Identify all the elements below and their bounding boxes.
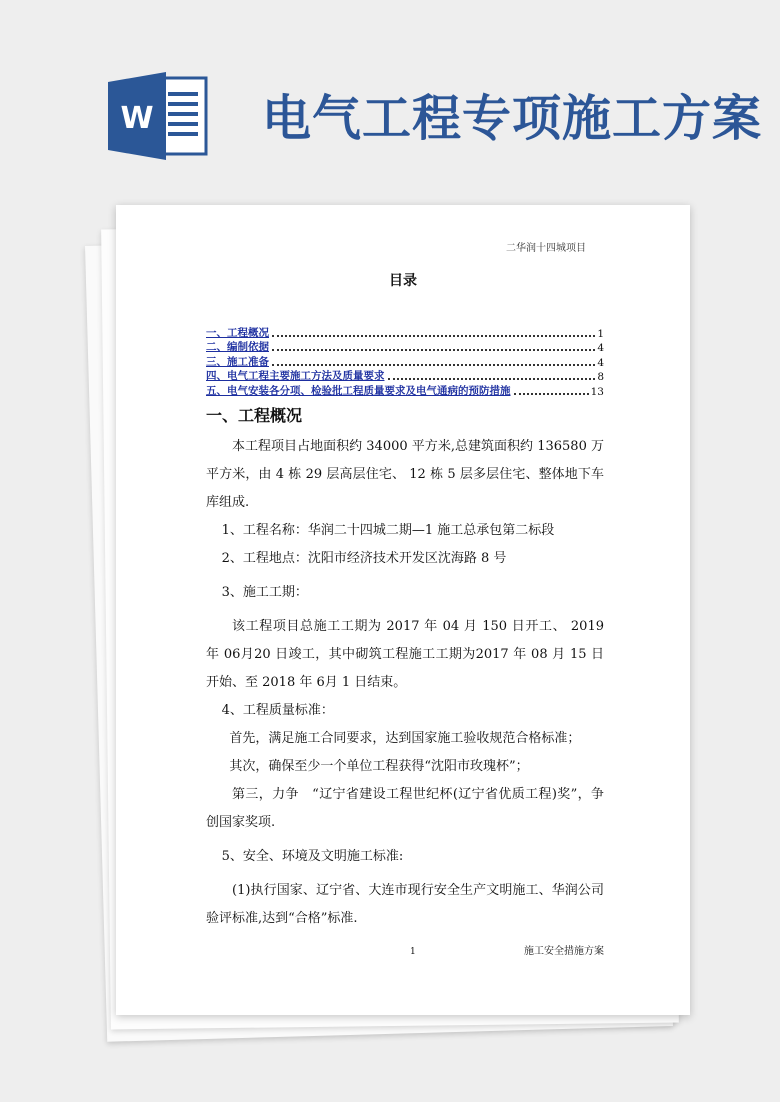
safety-title: 5、安全、环境及文明施工标准: <box>221 849 404 864</box>
toc-title: 目录 <box>389 273 417 289</box>
word-document-icon <box>108 72 208 160</box>
page-header: 二华润十四城项目 <box>506 243 586 254</box>
project-name: 1、工程名称：华润二十四城二期—1 施工总承包第二标段 <box>221 523 555 538</box>
toc-item-label: 二、编制依据 <box>206 341 269 353</box>
toc-item-page: 4 <box>597 342 604 354</box>
toc-item-label: 四、电气工程主要施工方法及质量要求 <box>206 370 385 382</box>
banner <box>0 0 780 190</box>
document-title: 电气工程专项施工方案 <box>262 90 763 147</box>
toc-item-label: 五、电气安装各分项、检验批工程质量要求及电气通病的预防措施 <box>206 384 511 397</box>
toc-leader <box>272 335 595 337</box>
page-number: 1 <box>410 947 416 957</box>
toc-item-5[interactable] <box>206 383 604 398</box>
section-heading: 一、工程概况 <box>206 406 303 425</box>
toc-item-4[interactable] <box>206 369 604 384</box>
table-of-contents <box>206 325 604 398</box>
toc-item-1[interactable] <box>206 325 604 340</box>
safety-item-1: (1)执行国家、辽宁省、大连市现行安全生产文明施工、华润公司验评标准,达到“合格”标准. <box>206 883 604 926</box>
toc-item-page: 1 <box>597 327 604 340</box>
quality-item-3: 第三，力争 “辽宁省建设工程世纪杯(辽宁省优质工程)奖”，争创国家奖项. <box>206 787 604 830</box>
quality-item-1: 首先，满足施工合同要求，达到国家施工验收规范合格标准； <box>229 731 581 746</box>
quality-title: 4、工程质量标准： <box>221 703 334 718</box>
intro-paragraph: 本工程项目占地面积约 34000 平方米,总建筑面积约 136580 万平方米，由 4 栋 29 层高层住宅、 12 栋 5 层多层住宅、整体地下车库组成. <box>206 439 604 510</box>
toc-item-page: 4 <box>597 356 604 369</box>
toc-leader <box>272 364 595 366</box>
document-page <box>116 205 690 1015</box>
toc-leader <box>388 378 596 380</box>
toc-leader <box>514 393 589 395</box>
toc-item-2[interactable] <box>206 340 604 355</box>
toc-item-3[interactable] <box>206 354 604 369</box>
toc-item-label: 一、工程概况 <box>206 326 269 339</box>
section-body <box>206 433 604 933</box>
project-location: 2、工程地点：沈阳市经济技术开发区沈海路 8 号 <box>221 551 507 566</box>
schedule-title: 3、施工工期： <box>221 585 308 600</box>
schedule-paragraph: 该工程项目总施工工期为 2017 年 04 月 150 日开工、 2019 年 06月20 日竣工，其中砌筑工程施工工期为2017 年 08 月 15 日开始、至 2018 年 6月 1 日结束。 <box>206 619 604 690</box>
toc-leader <box>272 349 595 351</box>
quality-item-2: 其次，确保至少一个单位工程获得“沈阳市玫瑰杯”； <box>229 759 529 774</box>
page-footer: 施工安全措施方案 <box>524 946 604 957</box>
toc-item-page: 8 <box>597 371 604 383</box>
logo-letter: W <box>120 101 154 136</box>
toc-item-page: 13 <box>590 385 604 398</box>
toc-item-label: 三、施工准备 <box>206 355 269 368</box>
